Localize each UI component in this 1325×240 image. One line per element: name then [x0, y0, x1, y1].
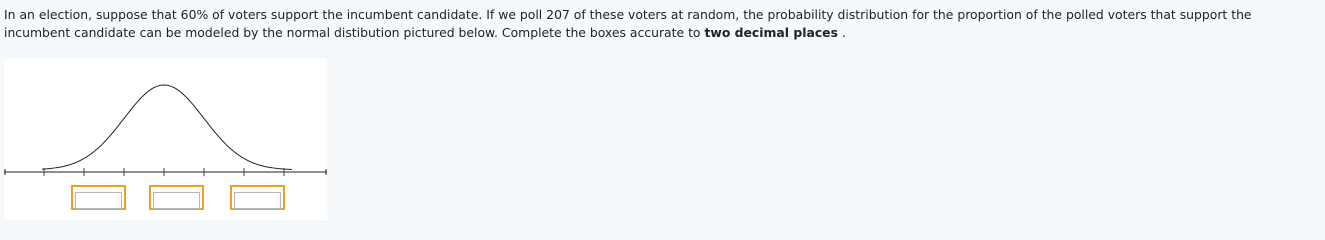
answer-box-center: [149, 185, 204, 210]
answer-box-left: [71, 185, 126, 210]
answer-input-center[interactable]: [153, 192, 200, 209]
normal-curve: [42, 85, 292, 169]
answer-input-left[interactable]: [75, 192, 122, 209]
normal-distribution-figure: [4, 59, 327, 220]
answer-box-right: [230, 185, 285, 210]
question-text-part2: .: [837, 25, 846, 40]
question-text: [4, 6, 1304, 42]
question-emphasis: two decimal places: [704, 25, 838, 40]
answer-input-right[interactable]: [234, 192, 281, 209]
question-text-part1: In an election, suppose that 60% of voters support the incumbent candidate. If we poll 207 of these voters at random, the probability distribution for the proportion of the polled voters that support the incumbent candidate can be modeled by the normal distibution pictured below. Complete the boxes accurate to: [4, 7, 1252, 40]
